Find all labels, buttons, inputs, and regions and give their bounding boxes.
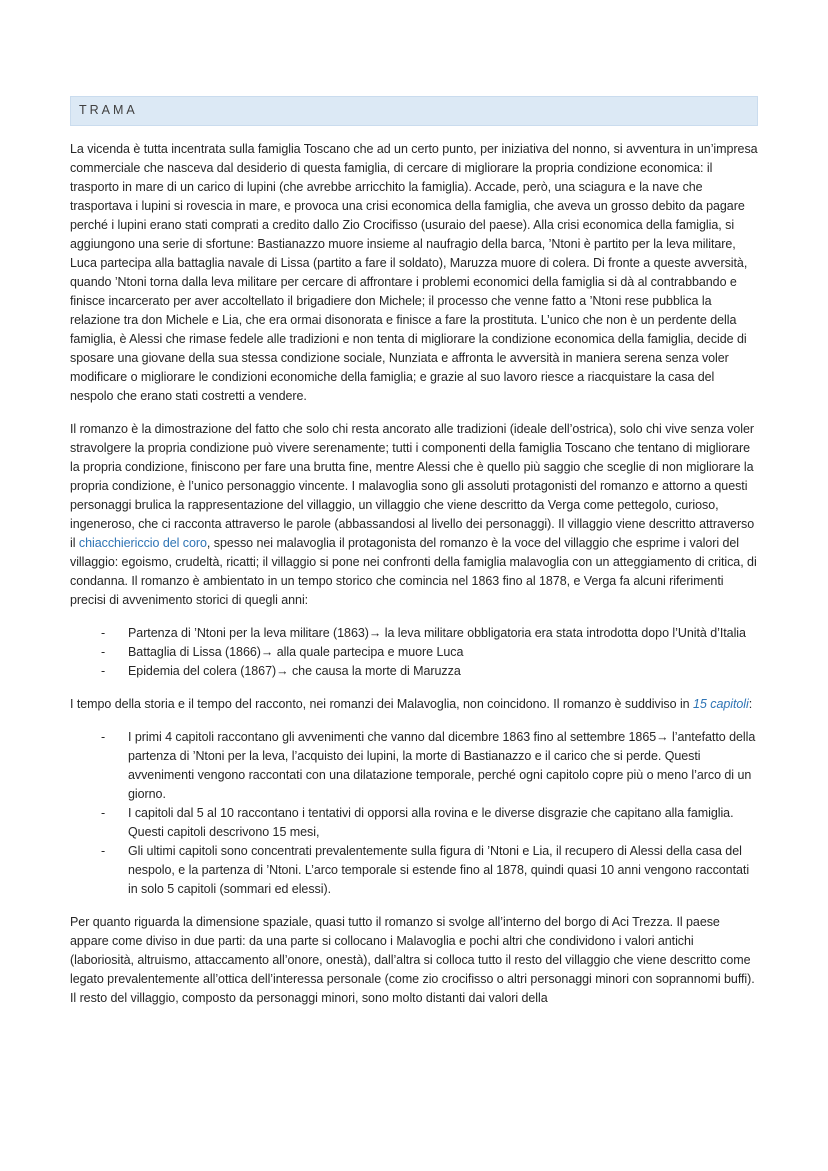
text-run: I tempo della storia e il tempo del racconto, nei romanzi dei Malavoglia, non coincidono. Il romanzo è suddiviso in [70, 697, 694, 711]
text-run: : [748, 697, 753, 711]
bullet-list [70, 728, 758, 899]
list-item [70, 842, 758, 899]
accent-text-run: chiacchiericcio del coro [78, 536, 207, 550]
list-item [70, 624, 758, 643]
bullet-marker: - [101, 664, 106, 678]
list-item-text [128, 626, 746, 640]
text-run: La vicenda è tutta incentrata sulla famiglia Toscano che ad un certo punto, per iniziativa del nonno, si avventura in un’impresa commerciale che nasceva dal desiderio di questa famiglia, di cercare di migliorare la propria condizione economica: il trasporto in mare di un carico di lupini (che avrebbe arricchito la famiglia). Accade, però, una sciagura e la nave che trasportava i lupini si rovescia in mare, e provoca una crisi economica della famiglia, che aveva un grosso debito da pagare perché i lupini erano stati comprati a credito dallo Zio Crocifisso (usuraio del paese). Alla crisi economica della famiglia, si aggiungono una serie di sfortune: Bastianazzo muore insieme al naufragio della barca, ’Ntoni è partito per la leva militare, Luca partecipa alla battaglia navale di Lissa (partito a fare il soldato), Maruzza muore di colera. Di fronte a queste avversità, quando ’Ntoni torna dalla leva militare per cercare di affrontare i problemi economici della famiglia si dà al contrabbando e finisce incarcerato per aver accoltellato il brigadiere don Michele; il processo che venne fatto a ’Ntoni rese pubblica la relazione tra don Michele e Lia, che era ormai disonorata e finisce a fare la prostituta. L’unico che non è un perdente della famiglia, è Alessi che rimase fedele alle tradizioni e non tenta di migliorare la condizione economica della famiglia, decide di sposare una giovane della sua stessa condizione sociale, Nunziata e affronta le avversità in maniera serena senza voler modificare o migliorare le condizioni economiche della famiglia; e grazie al suo lavoro riesce a riacquistare la casa del nespolo che erano stati costretti a vendere. [70, 142, 758, 403]
accent-text-run: 15 capitoli [693, 697, 749, 711]
section-header [70, 96, 758, 126]
bullet-marker: - [101, 626, 106, 640]
text-run: I capitoli dal 5 al 10 raccontano i tentativi di opporsi alla rovina e le diverse disgrazie che capitano alla famiglia. Questi capitoli descrivono 15 mesi, [128, 806, 734, 839]
list-item [70, 643, 758, 662]
paragraph [70, 140, 758, 406]
text-run: , spesso nei malavoglia il protagonista del romanzo è la voce del villaggio che esprime i valori del villaggio: egoismo, crudeltà, ricatti; il villaggio si pone nei confronti della famiglia malavoglia con un atteggiamento di critica, di condanna. Il romanzo è ambientato in un tempo storico che comincia nel 1863 fino al 1878, e Verga fa alcuni riferimenti precisi di avvenimento storici di quegli anni: [70, 536, 757, 607]
text-run: Partenza di ’Ntoni per la leva militare (1863)→ la leva militare obbligatoria era stata introdotta dopo l’Unità d’Italia [128, 626, 746, 640]
text-run: Battaglia di Lissa (1866)→ alla quale partecipa e muore Luca [128, 645, 464, 659]
bullet-marker: - [101, 730, 106, 744]
list-item [70, 728, 758, 804]
section-title: TRAMA [79, 103, 138, 117]
list-item-text [128, 664, 461, 678]
paragraph [70, 420, 758, 610]
list-item [70, 662, 758, 681]
list-item-text [128, 806, 734, 839]
bullet-list [70, 624, 758, 681]
text-run: Epidemia del colera (1867)→ che causa la morte di Maruzza [128, 664, 461, 678]
paragraph [70, 695, 758, 714]
text-run: Il romanzo è la dimostrazione del fatto che solo chi resta ancorato alle tradizioni (ideale dell’ostrica), solo chi vive senza voler stravolgere la propria condizione può vivere serenamente; tutti i componenti della famiglia Toscano che tentano di migliorare la propria condizione, finiscono per fare una brutta fine, mentre Alessi che è quello più saggio che sceglie di non migliorare la propria condizione, è l’unico personaggio vincente. I malavoglia sono gli assoluti protagonisti del romanzo e attorno a questi personaggi brulica la rappresentazione del villaggio, un villaggio che viene descritto da Verga come pettegolo, curioso, ingeneroso, che ci racconta attraverso le parole (abbassandosi al livello dei personaggi). Il villaggio viene descritto attraverso il [70, 422, 755, 550]
text-run: I primi 4 capitoli raccontano gli avvenimenti che vanno dal dicembre 1863 fino al settembre 1865→ l’antefatto della partenza di ’Ntoni per la leva, l’acquisto dei lupini, la morte di Bastianazzo e il carico che si perde. Questi avvenimenti vengono raccontati con una dilatazione temporale, perché ogni capitolo copre più o meno l’arco di un giorno. [128, 730, 756, 801]
text-run: Gli ultimi capitoli sono concentrati prevalentemente sulla figura di ’Ntoni e Lia, il recupero di Alessi della casa del nespolo, e la partenza di ’Ntoni. L’arco temporale si estende fino al 1878, quindi quasi 10 anni vengono raccontati in solo 5 capitoli (sommari ed elessi). [128, 844, 750, 896]
bullet-marker: - [101, 844, 106, 858]
list-item-text [128, 730, 755, 801]
list-item-text [128, 645, 463, 659]
text-run: Per quanto riguarda la dimensione spaziale, quasi tutto il romanzo si svolge all’interno del borgo di Aci Trezza. Il paese appare come diviso in due parti: da una parte si collocano i Malavoglia e pochi altri che condividono i valori antichi (laboriosità, altruismo, attaccamento all’onore, onestà), dall’altra si colloca tutto il resto del villaggio che viene descritto come legato prevalentemente all’ottica dell’interessa personale (come zio crocifisso o altri personaggi minori con soprannomi buffi). Il resto del villaggio, composto da personaggi minori, sono molto distanti dai valori della [70, 915, 755, 1005]
document-body [70, 140, 758, 1008]
list-item [70, 804, 758, 842]
bullet-marker: - [101, 806, 106, 820]
list-item-text [128, 844, 749, 896]
paragraph [70, 913, 758, 1008]
bullet-marker: - [101, 645, 106, 659]
